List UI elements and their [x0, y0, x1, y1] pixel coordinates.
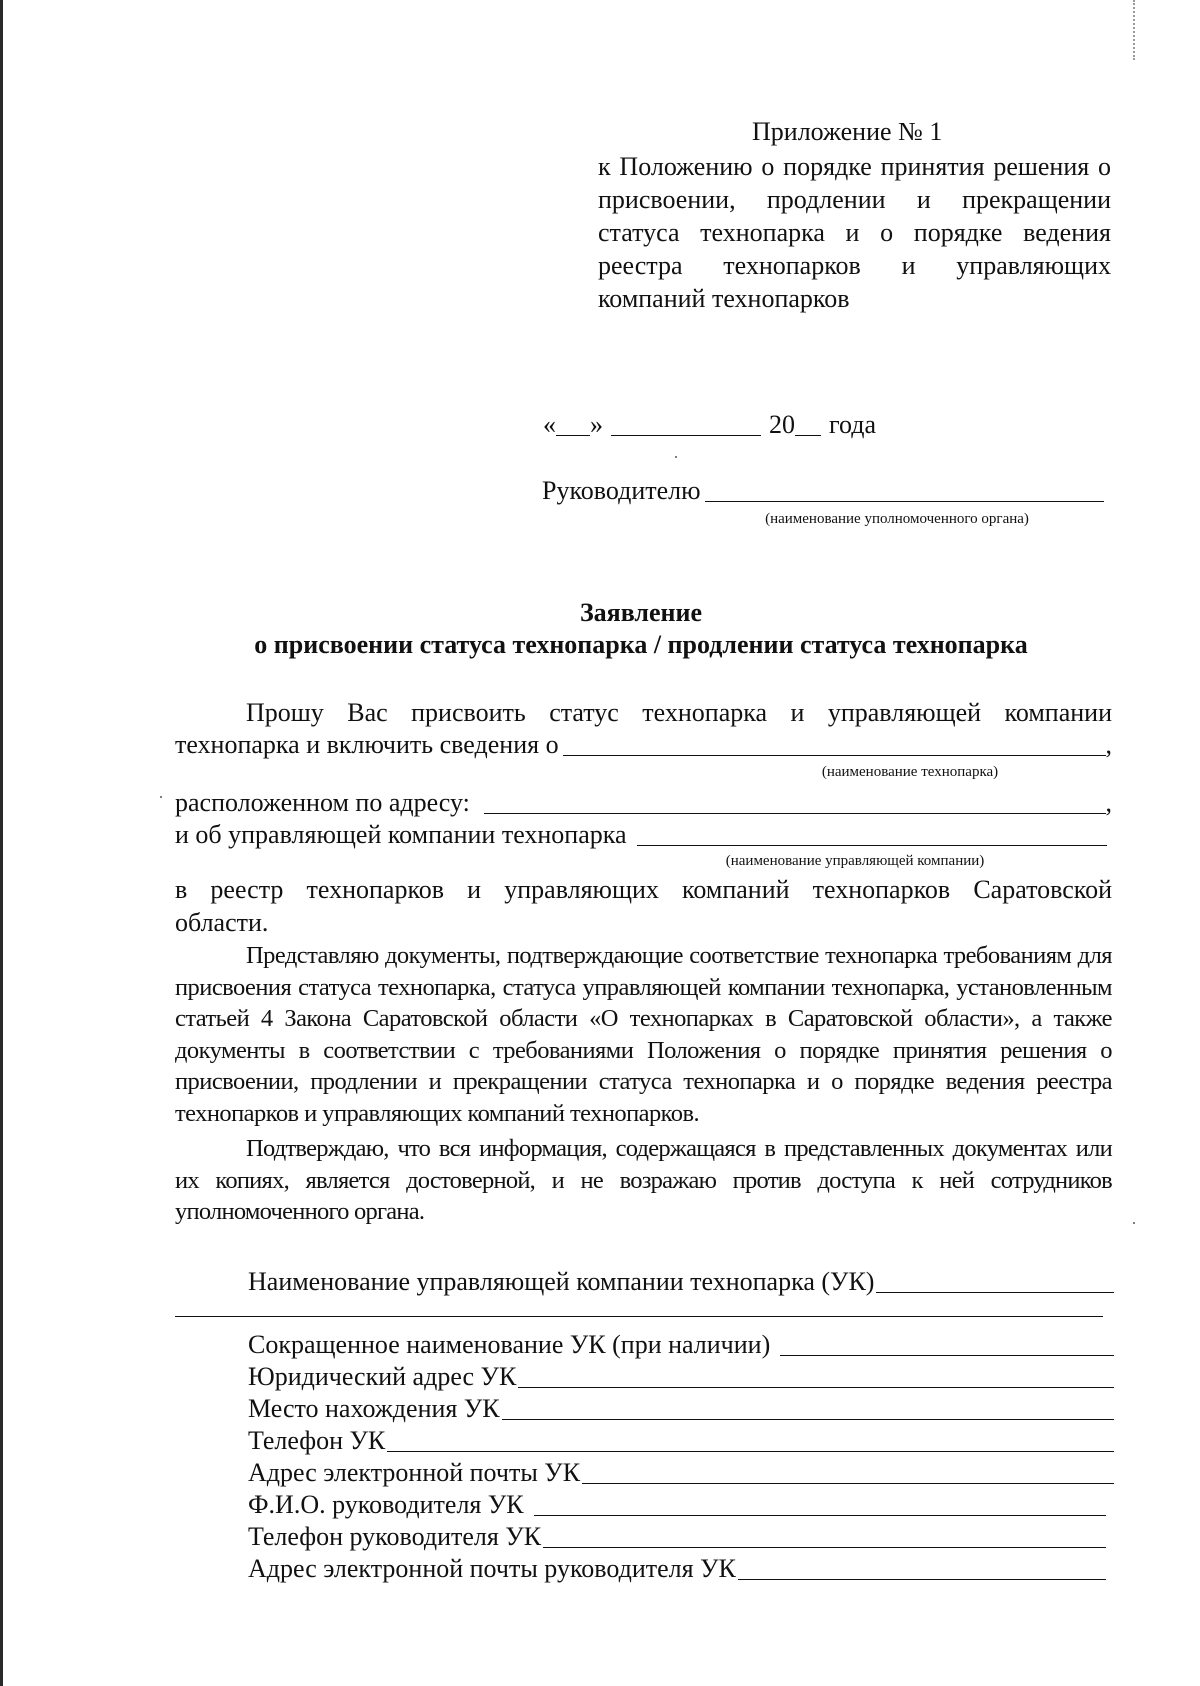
year-blank[interactable]: [795, 435, 821, 436]
field-label: Телефон руководителя УК: [248, 1522, 542, 1551]
scan-speck: [675, 456, 677, 458]
field-label: Адрес электронной почты руководителя УК: [248, 1554, 736, 1583]
uk-full-name-continuation-line[interactable]: [175, 1316, 1103, 1317]
date-open-quote: «: [543, 410, 556, 439]
addressee-blank[interactable]: [705, 501, 1104, 502]
field-row-phone: [248, 1424, 1114, 1458]
field-label: Адрес электронной почты УК: [248, 1458, 581, 1487]
uk-row: [175, 818, 1107, 852]
request-line-2: технопарка и включить сведения о: [175, 730, 559, 759]
addressee-row: [542, 474, 1104, 508]
technopark-caption: (наименование технопарка): [821, 764, 999, 780]
year-suffix: года: [829, 410, 877, 439]
field-row-director-name: [248, 1488, 1106, 1522]
uk-label: и об управляющей компании технопарка: [175, 820, 627, 849]
field-blank[interactable]: [518, 1387, 1114, 1388]
scan-right-edge: [1133, 0, 1136, 60]
uk-full-name-row: [248, 1265, 1114, 1299]
request-line-1: Прошу Вас присвоить статус технопарка и управляющей компании: [246, 698, 1112, 727]
uk-name-blank[interactable]: [637, 845, 1107, 846]
field-blank[interactable]: [534, 1515, 1106, 1516]
address-row: расположенном по адресу: ,: [175, 786, 1112, 820]
appendix-title: Приложение № 1: [752, 117, 943, 146]
scan-speck: [160, 796, 162, 798]
addressee-label: Руководителю: [542, 476, 701, 505]
uk-caption: (наименование управляющей компании): [725, 853, 985, 869]
address-label: расположенном по адресу:: [175, 788, 470, 817]
date-line: [543, 408, 903, 442]
registry-line-1: в реестр технопарков и управляющих компаний технопарков Саратовской: [175, 875, 1112, 904]
date-close-quote: »: [590, 410, 603, 439]
uk-full-name-label: Наименование управляющей компании технопарка (УК): [248, 1267, 875, 1296]
registry-line-2: области.: [175, 908, 269, 937]
addressee-caption: (наименование уполномоченного органа): [765, 511, 1029, 527]
field-row-director-phone: [248, 1520, 1106, 1554]
field-row-email: [248, 1456, 1114, 1490]
field-blank[interactable]: [502, 1419, 1114, 1420]
documents-paragraph: Представляю документы, подтверждающие соответствие технопарка требованиям для присвоения статуса технопарка, статуса управляющей компании технопарка, установленным статьей 4 Закона Саратовской области «О технопарках в Саратовской области», а также документы в соответствии с требованиями Положения о порядке принятия решения о присвоении, продлении и прекращении статуса технопарка и о порядке ведения реестра технопарков и управляющих компаний технопарков.: [175, 942, 1112, 1127]
field-row-legal-address: [248, 1360, 1114, 1394]
field-label: Ф.И.О. руководителя УК: [248, 1490, 524, 1519]
field-blank[interactable]: [543, 1547, 1106, 1548]
field-label: Телефон УК: [248, 1426, 386, 1455]
document-subtitle: о присвоении статуса технопарка / продлении статуса технопарка: [254, 630, 1028, 659]
scan-speck: [1133, 1222, 1135, 1224]
field-row-short-name: [248, 1328, 1114, 1362]
technopark-name-blank[interactable]: [563, 755, 1106, 756]
appendix-text: к Положению о порядке принятия решения о присвоении, продлении и прекращении статуса технопарка и о порядке ведения реестра технопарков и управляющих компаний технопарков: [598, 152, 1111, 313]
field-blank[interactable]: [387, 1451, 1114, 1452]
month-blank[interactable]: [611, 435, 761, 436]
uk-full-name-blank[interactable]: [876, 1292, 1114, 1293]
field-label: Сокращенное наименование УК (при наличии): [248, 1330, 771, 1359]
field-label: Юридический адрес УК: [248, 1362, 517, 1391]
field-row-location: [248, 1392, 1114, 1426]
field-label: Место нахождения УК: [248, 1394, 500, 1423]
field-blank[interactable]: [582, 1483, 1114, 1484]
document-title: Заявление: [579, 598, 703, 627]
field-blank[interactable]: [780, 1355, 1114, 1356]
address-blank[interactable]: [484, 813, 1106, 814]
field-row-director-email: [248, 1552, 1106, 1586]
confirmation-paragraph: Подтверждаю, что вся информация, содержащаяся в представленных документах или их копиях, является достоверной, и не возражаю против доступа к ней сотрудников уполномоченного органа.: [175, 1135, 1112, 1226]
year-prefix: 20: [769, 410, 795, 439]
field-blank[interactable]: [738, 1579, 1106, 1580]
scan-left-edge: [0, 0, 3, 1686]
technopark-row: технопарка и включить сведения о ,: [175, 728, 1112, 762]
day-blank[interactable]: [556, 435, 590, 436]
